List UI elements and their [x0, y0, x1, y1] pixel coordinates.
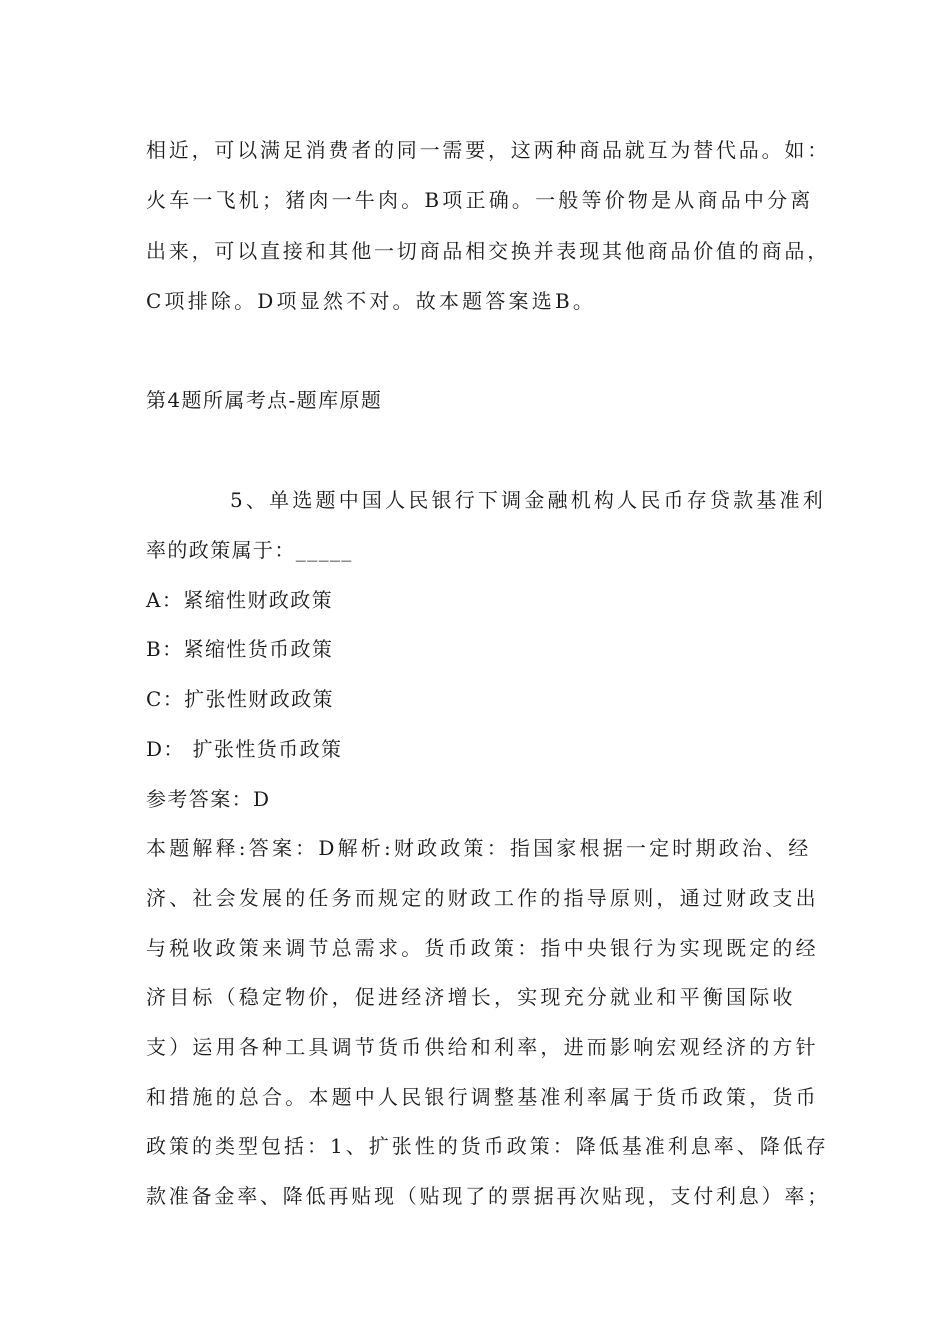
explanation-line-3: 与税收政策来调节总需求。货币政策：指中央银行为实现既定的经 — [146, 936, 819, 960]
question5-stem-line-2: 率的政策属于：_____ — [146, 538, 353, 562]
question5-stem-line-1: 5、单选题中国人民银行下调金融机构人民币存贷款基准利 — [230, 488, 826, 512]
explanation-line-7: 政策的类型包括：1、扩张性的货币政策：降低基准利息率、降低存 — [146, 1134, 829, 1158]
explanation-line-2: 济、社会发展的任务而规定的财政工作的指导原则，通过财政支出 — [146, 886, 819, 910]
reference-answer: 参考答案：D — [146, 787, 271, 811]
option-d: D： 扩张性货币政策 — [146, 737, 343, 761]
explanation-line-5: 支）运用各种工具调节货币供给和利率，进而影响宏观经济的方针 — [146, 1035, 819, 1059]
prev-explanation-line-4: C项排除。D项显然不对。故本题答案选B。 — [146, 289, 597, 313]
q4-source-line: 第4题所属考点-题库原题 — [146, 388, 383, 412]
prev-explanation-line-3: 出来，可以直接和其他一切商品相交换并表现其他商品价值的商品， — [146, 239, 830, 263]
option-b: B：紧缩性货币政策 — [146, 637, 334, 661]
explanation-line-1: 本题解释:答案：D解析:财政政策：指国家根据一定时期政治、经 — [146, 836, 812, 860]
explanation-line-4: 济目标（稳定物价，促进经济增长，实现充分就业和平衡国际收 — [146, 985, 796, 1009]
option-c: C：扩张性财政政策 — [146, 687, 334, 711]
prev-explanation-line-2: 火车一飞机；猪肉一牛肉。B项正确。一般等价物是从商品中分离 — [146, 188, 814, 212]
prev-explanation-line-1: 相近，可以满足消费者的同一需要，这两种商品就互为替代品。如： — [146, 138, 830, 162]
explanation-line-6: 和措施的总合。本题中人民银行调整基准利率属于货币政策，货币 — [146, 1085, 819, 1109]
option-a: A：紧缩性财政政策 — [146, 588, 334, 612]
explanation-line-8: 款准备金率、降低再贴现（贴现了的票据再次贴现，支付利息）率； — [146, 1184, 830, 1208]
